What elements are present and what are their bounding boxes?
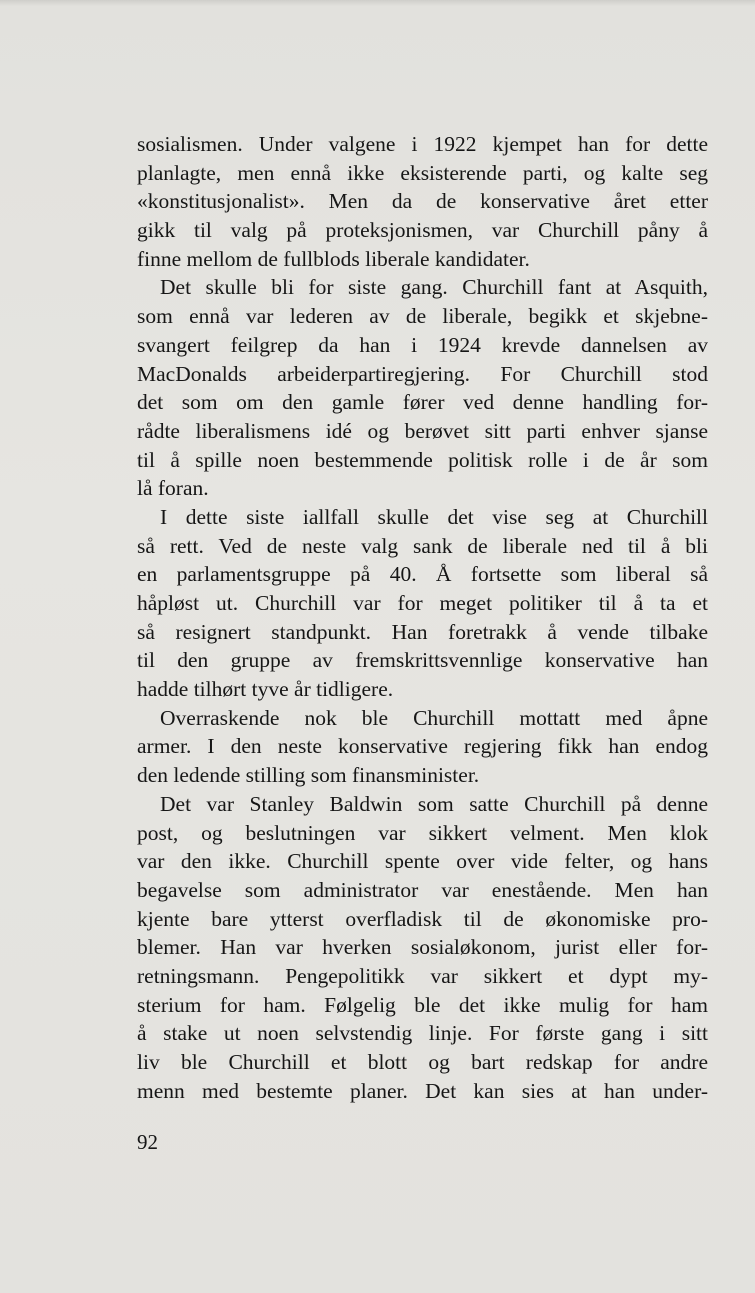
text-line: armer. I den neste konservative regjering fikk han endog [137, 734, 708, 759]
text-line: svangert feilgrep da han i 1924 krevde dannelsen av [137, 332, 708, 357]
text-line: sterium for ham. Følgelig ble det ikke mulig for ham [137, 992, 708, 1017]
text-line: var den ikke. Churchill spente over vide felter, og hans [137, 849, 708, 874]
text-line: Det var Stanley Baldwin som satte Churchill på denne [160, 791, 708, 816]
text-line: menn med bestemte planer. Det kan sies at han under- [137, 1078, 708, 1103]
text-line: lå foran. [137, 476, 209, 501]
text-line: Det skulle bli for siste gang. Churchill fant at Asquith, [160, 275, 708, 300]
text-line: håpløst ut. Churchill var for meget politiker til å ta et [137, 591, 708, 615]
text-line: sosialismen. Under valgene i 1922 kjempet han for dette [137, 132, 708, 156]
text-line: rådte liberalismens idé og berøvet sitt parti enhver sjanse [137, 418, 708, 443]
text-line: Overraskende nok ble Churchill mottatt med åpne [160, 705, 708, 730]
text-line: en parlamentsgruppe på 40. Å fortsette som liberal så [137, 562, 708, 587]
body-text [137, 130, 708, 1105]
text-line: begavelse som administrator var enestående. Men han [137, 877, 708, 902]
text-line: som ennå var lederen av de liberale, begikk et skjebne- [137, 304, 708, 329]
text-line: så rett. Ved de neste valg sank de liberale ned til å bli [137, 533, 708, 558]
page-number: 92 [137, 1130, 158, 1154]
text-line: post, og beslutningen var sikkert velment. Men klok [137, 820, 708, 845]
text-line: retningsmann. Pengepolitikk var sikkert et dypt my- [137, 963, 708, 988]
text-line: hadde tilhørt tyve år tidligere. [137, 677, 394, 702]
text-line: å stake ut noen selvstendig linje. For første gang i sitt [137, 1021, 708, 1046]
text-line: så resignert standpunkt. Han foretrakk å vende tilbake [137, 619, 708, 644]
text-line: liv ble Churchill et blott og bart redskap for andre [137, 1050, 708, 1074]
text-line: det som om den gamle fører ved denne handling for- [137, 390, 708, 415]
text-line: til å spille noen bestemmende politisk rolle i de år som [137, 447, 708, 472]
text-line: «konstitusjonalist». Men da de konservative året etter [137, 189, 708, 214]
page-top-edge [0, 0, 755, 6]
text-line: gikk til valg på proteksjonismen, var Churchill påny å [137, 218, 708, 243]
text-line: den ledende stilling som finansminister. [137, 763, 480, 788]
text-line: MacDonalds arbeiderpartiregjering. For Churchill stod [137, 361, 708, 386]
text-line: kjente bare ytterst overfladisk til de økonomiske pro- [137, 906, 708, 931]
text-line: I dette siste iallfall skulle det vise seg at Churchill [160, 504, 708, 529]
text-line: til den gruppe av fremskrittsvennlige konservative han [137, 648, 708, 673]
text-line: blemer. Han var hverken sosialøkonom, jurist eller for- [137, 935, 708, 960]
text-line: finne mellom de fullblods liberale kandidater. [137, 246, 530, 271]
text-line: planlagte, men ennå ikke eksisterende parti, og kalte seg [137, 160, 708, 185]
